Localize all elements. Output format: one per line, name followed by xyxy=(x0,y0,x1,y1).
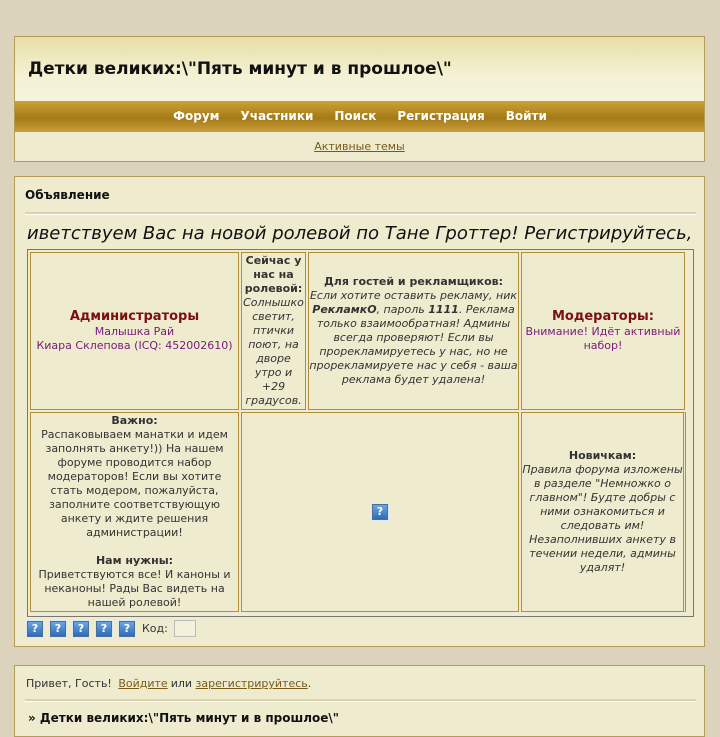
broken-image-icon[interactable]: ? xyxy=(73,621,89,637)
code-label: Код: xyxy=(142,622,168,635)
sub-navigation xyxy=(15,132,704,160)
moderators-title: Модераторы: xyxy=(552,309,654,324)
code-input[interactable] xyxy=(174,620,196,637)
welcome-panel xyxy=(14,665,705,737)
weather-text: Солнышко светит, птички поют, на дворе утро и +29 градусов. xyxy=(243,296,304,407)
or-text: или xyxy=(170,677,193,690)
nav-forum-link[interactable]: Форум xyxy=(173,108,220,123)
nav-register-link[interactable]: Регистрация xyxy=(397,108,485,123)
ads-nick: РекламкО xyxy=(312,303,377,316)
announcement-panel xyxy=(14,176,705,647)
admins-cell xyxy=(30,252,239,410)
important-title: Важно: xyxy=(111,414,158,427)
main-navigation xyxy=(15,101,704,132)
image-cell xyxy=(241,412,519,612)
nav-login-link[interactable]: Войти xyxy=(505,108,547,123)
ads-text: Если хотите оставить рекламу, ник РекламкО, пароль 1111. Реклама только взаимообратная! Админы всегда проверяют! Если вы прорекламируетесь у нас, но не прорекламируете нас у себя - ваша реклама будет удалена! xyxy=(309,289,518,386)
ads-cell xyxy=(308,252,519,410)
icon-row xyxy=(27,620,196,637)
greeting-text: Привет, Гость! xyxy=(26,677,112,690)
broken-image-icon[interactable]: ? xyxy=(96,621,112,637)
login-link[interactable]: Войдите xyxy=(118,677,168,690)
announcement-title: Объявление xyxy=(25,188,110,202)
newbies-title: Новичкам: xyxy=(568,449,637,462)
title-band xyxy=(15,37,704,101)
broken-image-icon[interactable]: ? xyxy=(50,621,66,637)
important-text: Распаковываем манатки и идем заполнять анкету!)) На нашем форуме проводится набор модераторов! Если вы хотите стать модером, пожалуйста, заполните соответствующую анкету и ждите решения администрации! xyxy=(41,428,228,539)
moderators-text: Внимание! Идёт активный набор! xyxy=(525,325,681,352)
board-title: Детки великих:\"Пять минут и в прошлое\" xyxy=(28,59,452,79)
admin-name: Малышка Рай xyxy=(94,325,175,338)
nav-search-link[interactable]: Поиск xyxy=(334,108,377,123)
newbies-text: Правила форума изложены в разделе "Немножко о главном"! Будте добры с ними ознакомиться и следовать им! Незаполнивших анкету в течении недели, админы удалят! xyxy=(522,463,683,574)
needed-text: Приветствуются все! И каноны и неканоны! Рады Вас видеть на нашей ролевой! xyxy=(38,568,231,609)
info-table xyxy=(27,249,694,617)
moderators-cell xyxy=(521,252,685,410)
broken-image-icon[interactable]: ? xyxy=(119,621,135,637)
broken-image-icon[interactable]: ? xyxy=(27,621,43,637)
ads-title: Для гостей и рекламщиков: xyxy=(323,275,503,288)
broken-image-icon: ? xyxy=(372,504,388,520)
nav-members-link[interactable]: Участники xyxy=(240,108,314,123)
ads-password: 1111 xyxy=(428,303,459,316)
active-topics-link[interactable]: Активные темы xyxy=(314,139,405,153)
greeting-line: Привет, Гость! Войдите или зарегистрируйтесь. xyxy=(26,677,312,690)
newbies-cell xyxy=(521,412,686,612)
forum-header xyxy=(14,36,705,162)
register-link[interactable]: зарегистрируйтесь xyxy=(195,677,308,690)
important-cell xyxy=(30,412,239,612)
welcome-marquee: иветствуем Вас на новой ролевой по Тане Гроттер! Регистрируйтесь, xyxy=(27,223,693,244)
divider xyxy=(25,212,696,215)
admin-name: Киара Склепова (ICQ: 452002610) xyxy=(36,339,233,352)
admins-title: Администраторы xyxy=(69,309,200,324)
breadcrumb: » Детки великих:\"Пять минут и в прошлое\" xyxy=(28,711,340,725)
divider xyxy=(25,699,696,702)
weather-cell xyxy=(241,252,306,410)
weather-title: Сейчас у нас на ролевой: xyxy=(244,254,303,295)
needed-title: Нам нужны: xyxy=(95,554,174,567)
